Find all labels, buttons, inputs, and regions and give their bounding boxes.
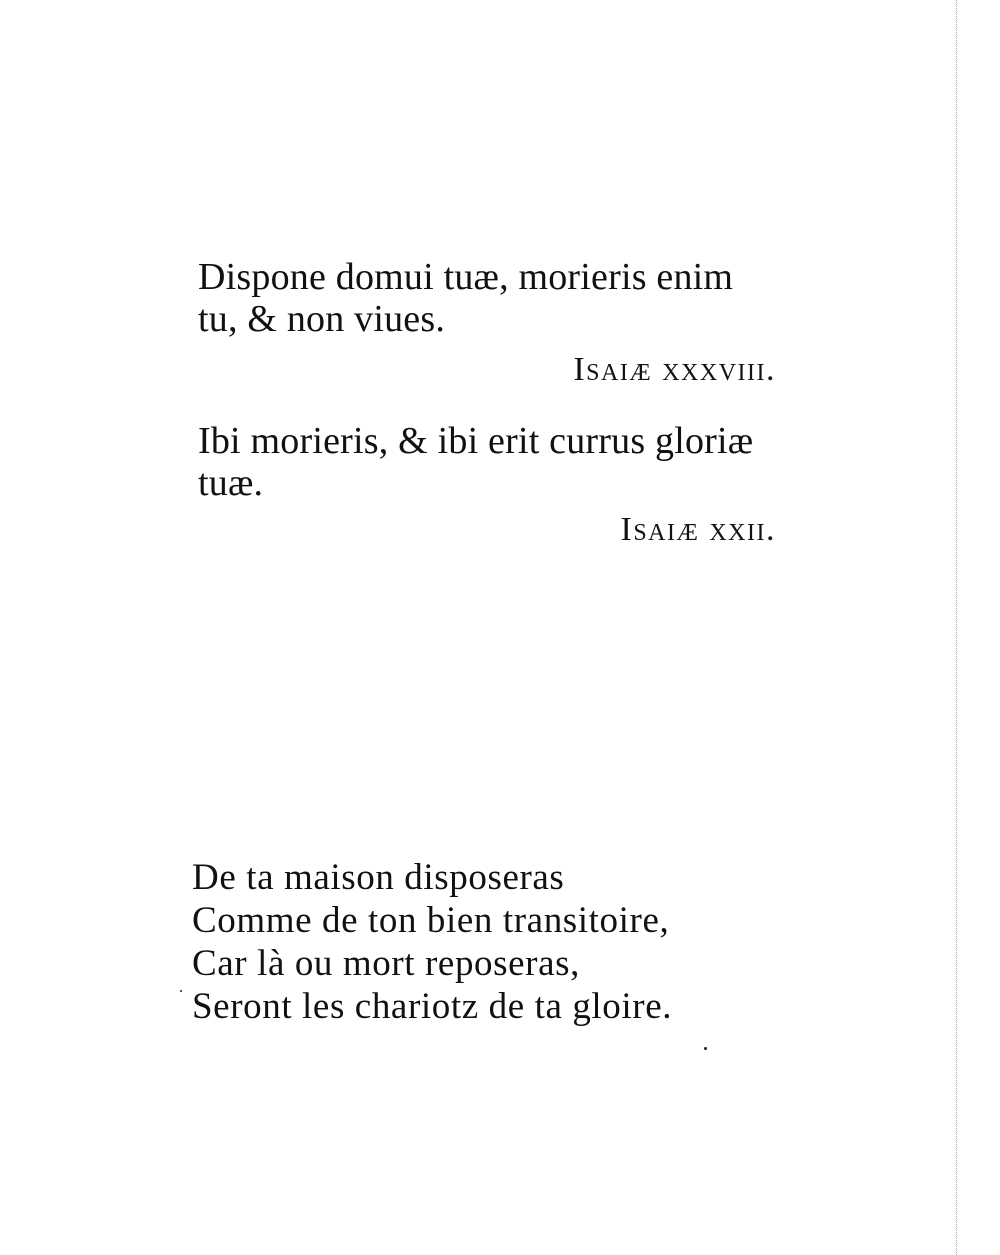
scan-margin-line (956, 0, 957, 1255)
french-verse (192, 856, 832, 1028)
ink-speck (180, 990, 182, 992)
epigraph-1-citation-block (198, 350, 838, 390)
epigraph-2-citation: Isaiæ xxii. (620, 511, 776, 548)
epigraph-1-citation: Isaiæ xxxviii. (573, 351, 776, 388)
epigraph-1-text (198, 256, 838, 340)
verse-line: Comme de ton bien transitoire, (192, 900, 670, 941)
epigraph-1-line-1: Dispone domui tuæ, morieris enim (198, 256, 734, 298)
epigraph-1-line-2: tu, & non viues. (198, 298, 446, 340)
epigraph-2-text (198, 420, 838, 504)
epigraph-2-line-1: Ibi morieris, & ibi erit currus gloriæ (198, 420, 754, 462)
epigraph-2-line-2: tuæ. (198, 462, 264, 504)
verse-line: Car là ou mort reposeras, (192, 943, 580, 984)
verse-line: Seront les chariotz de ta gloire. (192, 986, 673, 1027)
verse-line: De ta maison disposeras (192, 857, 565, 898)
ink-speck (704, 1047, 707, 1050)
epigraph-2-citation-block (198, 510, 838, 550)
